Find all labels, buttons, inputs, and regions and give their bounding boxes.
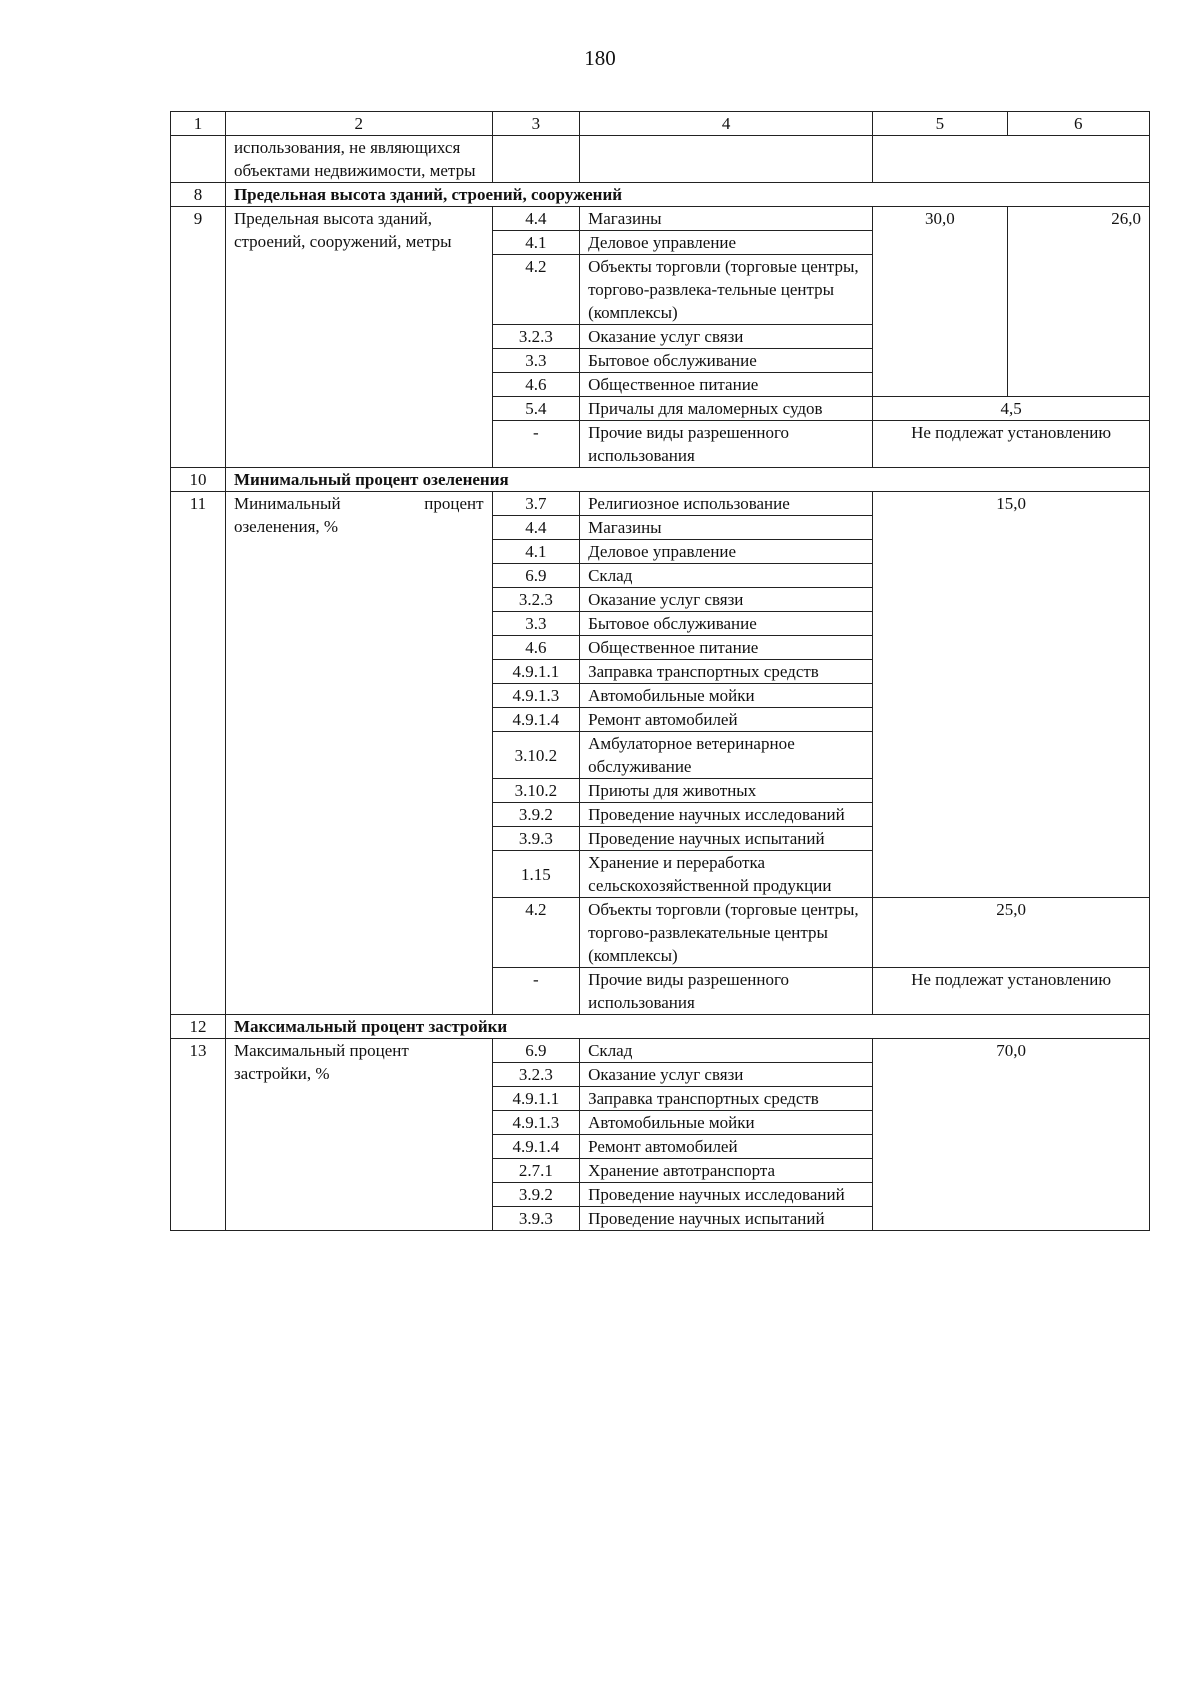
use-code: 3.3 bbox=[492, 349, 580, 373]
section-title: Минимальный процент озеленения bbox=[225, 468, 1149, 492]
use-label: Деловое управление bbox=[580, 540, 873, 564]
use-label: Общественное питание bbox=[580, 373, 873, 397]
use-label: Причалы для маломерных судов bbox=[580, 397, 873, 421]
use-code: 4.6 bbox=[492, 636, 580, 660]
col-header-4: 4 bbox=[580, 112, 873, 136]
use-label: Хранение и переработка сельскохозяйственной продукции bbox=[580, 851, 873, 898]
use-code: 4.9.1.4 bbox=[492, 708, 580, 732]
use-code: 3.9.2 bbox=[492, 803, 580, 827]
use-label: Заправка транспортных средств bbox=[580, 1087, 873, 1111]
table-row bbox=[171, 1039, 1150, 1063]
col-header-1: 1 bbox=[171, 112, 226, 136]
section-row bbox=[171, 183, 1150, 207]
col-header-2: 2 bbox=[225, 112, 492, 136]
use-label: Объекты торговли (торговые центры, торгово-развлекательные центры (комплексы) bbox=[580, 898, 873, 968]
row-number: 12 bbox=[171, 1015, 226, 1039]
use-label: Бытовое обслуживание bbox=[580, 612, 873, 636]
use-code: 3.10.2 bbox=[492, 732, 580, 779]
use-label: Проведение научных испытаний bbox=[580, 827, 873, 851]
use-label: Магазины bbox=[580, 207, 873, 231]
use-label: Склад bbox=[580, 564, 873, 588]
param-name bbox=[225, 492, 492, 1015]
row-number: 13 bbox=[171, 1039, 226, 1231]
value: 30,0 bbox=[873, 207, 1007, 397]
use-code: 3.2.3 bbox=[492, 325, 580, 349]
use-code: 4.4 bbox=[492, 516, 580, 540]
section-title: Предельная высота зданий, строений, сооружений bbox=[225, 183, 1149, 207]
section-row bbox=[171, 1015, 1150, 1039]
use-label: Магазины bbox=[580, 516, 873, 540]
use-code: - bbox=[492, 421, 580, 468]
use-label: Бытовое обслуживание bbox=[580, 349, 873, 373]
use-code: 4.2 bbox=[492, 898, 580, 968]
table-row bbox=[171, 492, 1150, 516]
use-label: Автомобильные мойки bbox=[580, 684, 873, 708]
param-name: Максимальный процент застройки, % bbox=[225, 1039, 492, 1231]
value: 15,0 bbox=[873, 492, 1150, 898]
value: 4,5 bbox=[873, 397, 1150, 421]
use-code: 4.1 bbox=[492, 540, 580, 564]
page-number: 180 bbox=[584, 46, 616, 70]
use-code: 3.9.3 bbox=[492, 1207, 580, 1231]
col-header-6: 6 bbox=[1007, 112, 1150, 136]
use-label: Прочие виды разрешенного использования bbox=[580, 421, 873, 468]
param-name-part: Минимальный bbox=[233, 494, 341, 513]
use-code: 3.2.3 bbox=[492, 588, 580, 612]
use-code: 3.3 bbox=[492, 612, 580, 636]
use-code: 3.9.3 bbox=[492, 827, 580, 851]
use-code: 6.9 bbox=[492, 564, 580, 588]
use-code: 2.7.1 bbox=[492, 1159, 580, 1183]
section-row bbox=[171, 468, 1150, 492]
value: Не подлежат установлению bbox=[873, 421, 1150, 468]
use-label: Религиозное использование bbox=[580, 492, 873, 516]
use-code: 5.4 bbox=[492, 397, 580, 421]
use-label: Деловое управление bbox=[580, 231, 873, 255]
use-code: 3.9.2 bbox=[492, 1183, 580, 1207]
value: 26,0 bbox=[1007, 207, 1150, 397]
use-code: 4.6 bbox=[492, 373, 580, 397]
use-label: Ремонт автомобилей bbox=[580, 708, 873, 732]
param-name-part: процент bbox=[424, 494, 484, 513]
use-code: 3.2.3 bbox=[492, 1063, 580, 1087]
row-number: 11 bbox=[171, 492, 226, 1015]
use-code: 4.9.1.1 bbox=[492, 660, 580, 684]
use-code: 4.9.1.3 bbox=[492, 1111, 580, 1135]
use-label: Склад bbox=[580, 1039, 873, 1063]
use-label: Прочие виды разрешенного использования bbox=[580, 968, 873, 1015]
use-label: Объекты торговли (торговые центры, торгово-развлека-тельные центры (комплексы) bbox=[580, 255, 873, 325]
use-code: 4.9.1.4 bbox=[492, 1135, 580, 1159]
table-row bbox=[171, 207, 1150, 231]
use-code: 3.10.2 bbox=[492, 779, 580, 803]
use-code: 4.1 bbox=[492, 231, 580, 255]
use-code: - bbox=[492, 968, 580, 1015]
use-label: Автомобильные мойки bbox=[580, 1111, 873, 1135]
use-code: 4.4 bbox=[492, 207, 580, 231]
row-number: 10 bbox=[171, 468, 226, 492]
value: Не подлежат установлению bbox=[873, 968, 1150, 1015]
use-label: Заправка транспортных средств bbox=[580, 660, 873, 684]
use-code: 4.9.1.1 bbox=[492, 1087, 580, 1111]
use-code: 4.9.1.3 bbox=[492, 684, 580, 708]
row-number: 8 bbox=[171, 183, 226, 207]
col-header-3: 3 bbox=[492, 112, 580, 136]
param-name: Предельная высота зданий, строений, сооружений, метры bbox=[225, 207, 492, 468]
column-header-row bbox=[171, 112, 1150, 136]
param-name: использования, не являющихся объектами недвижимости, метры bbox=[225, 136, 492, 183]
regulations-table bbox=[170, 111, 1150, 1231]
section-title: Максимальный процент застройки bbox=[225, 1015, 1149, 1039]
use-label: Проведение научных исследований bbox=[580, 1183, 873, 1207]
param-name-part: озеленения, % bbox=[233, 517, 339, 536]
use-label: Проведение научных испытаний bbox=[580, 1207, 873, 1231]
table bbox=[170, 111, 1150, 1231]
use-code: 3.7 bbox=[492, 492, 580, 516]
value: 25,0 bbox=[873, 898, 1150, 968]
use-code: 4.2 bbox=[492, 255, 580, 325]
use-code: 6.9 bbox=[492, 1039, 580, 1063]
use-label: Проведение научных исследований bbox=[580, 803, 873, 827]
table-row bbox=[171, 136, 1150, 183]
col-header-5: 5 bbox=[873, 112, 1007, 136]
use-code: 1.15 bbox=[492, 851, 580, 898]
use-label: Ремонт автомобилей bbox=[580, 1135, 873, 1159]
value: 70,0 bbox=[873, 1039, 1150, 1231]
use-label: Амбулаторное ветеринарное обслуживание bbox=[580, 732, 873, 779]
use-label: Оказание услуг связи bbox=[580, 1063, 873, 1087]
use-label: Приюты для животных bbox=[580, 779, 873, 803]
use-label: Оказание услуг связи bbox=[580, 325, 873, 349]
row-number: 9 bbox=[171, 207, 226, 468]
use-label: Оказание услуг связи bbox=[580, 588, 873, 612]
use-label: Хранение автотранспорта bbox=[580, 1159, 873, 1183]
use-label: Общественное питание bbox=[580, 636, 873, 660]
